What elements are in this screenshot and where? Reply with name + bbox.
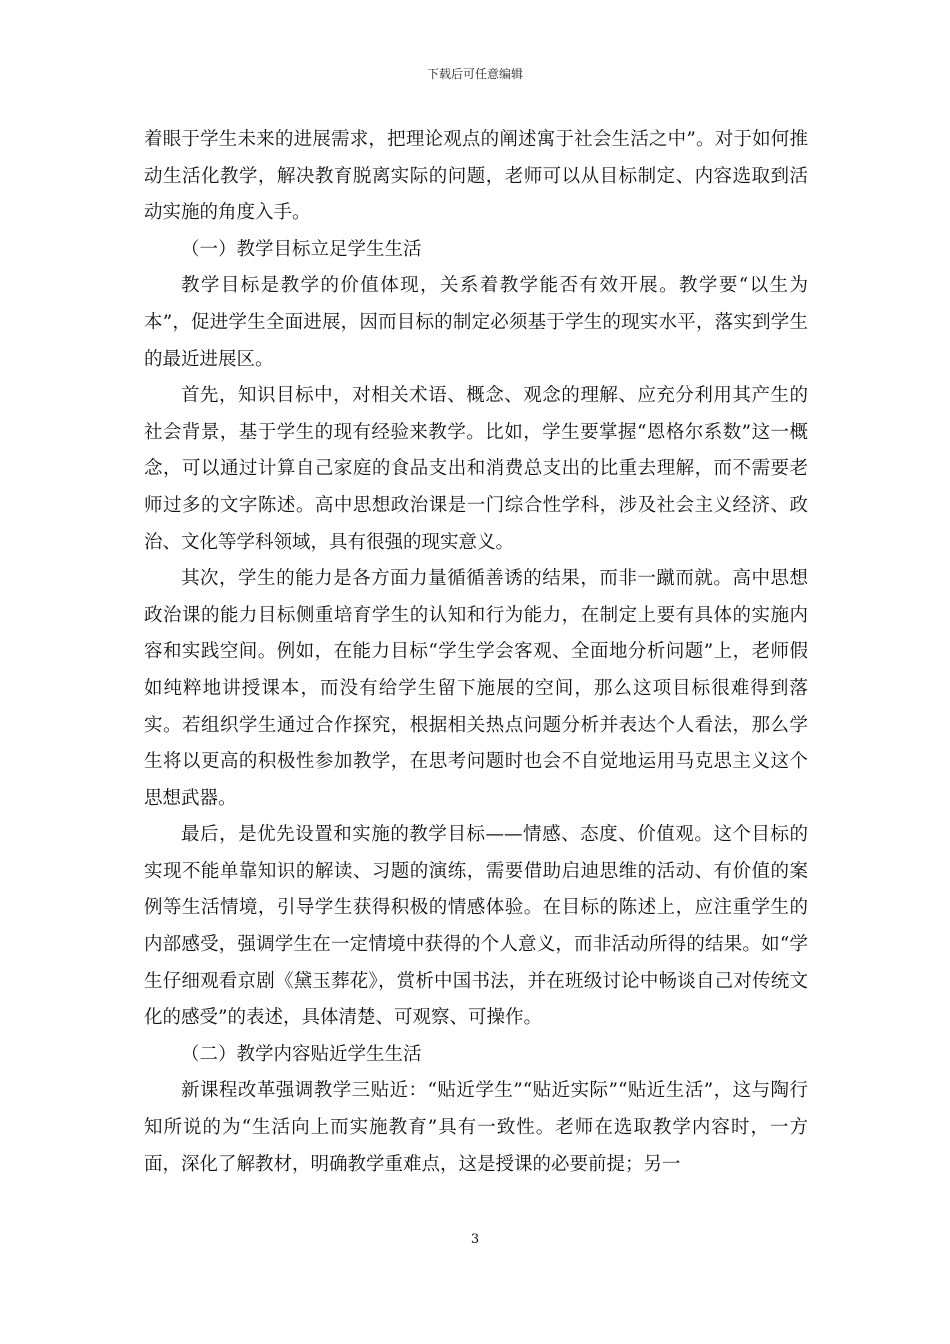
- paragraph: 首先，知识目标中，对相关术语、概念、观念的理解、应充分利用其产生的社会背景，基于学生的现有经验来教学。比如，学生要掌握“恩格尔系数”这一概念，可以通过计算自己家庭的食品支出和消费总支出的比重去理解，而不需要老师过多的文字陈述。高中思想政治课是一门综合性学科，涉及社会主义经济、政治、文化等学科领域，具有很强的现实意义。: [144, 385, 808, 553]
- page-header: 下载后可任意编辑: [426, 67, 523, 81]
- paragraph: 新课程改革强调教学三贴近：“贴近学生”“贴近实际”“贴近生活”，这与陶行知所说的为“生活向上而实施教育”具有一致性。老师在选取教学内容时，一方面，深化了解教材，明确教学重难点，这是授课的必要前提；另一: [144, 1080, 808, 1175]
- document-body: [144, 122, 808, 1183]
- page-number: 3: [470, 1232, 480, 1247]
- paragraph: 其次，学生的能力是各方面力量循循善诱的结果，而非一蹴而就。高中思想政治课的能力目标侧重培育学生的认知和行为能力，在制定上要有具体的实施内容和实践空间。例如，在能力目标“学生学会客观、全面地分析问题”上，老师假如纯粹地讲授课本，而没有给学生留下施展的空间，那么这项目标很难得到落实。若组织学生通过合作探究，根据相关热点问题分析并表达个人看法，那么学生将以更高的积极性参加教学，在思考问题时也会不自觉地运用马克思主义这个思想武器。: [144, 568, 808, 809]
- paragraph: 教学目标是教学的价值体现，关系着教学能否有效开展。教学要“以生为本”，促进学生全面进展，因而目标的制定必须基于学生的现实水平，落实到学生的最近进展区。: [144, 275, 808, 370]
- section-heading: （一）教学目标立足学生生活: [181, 238, 422, 260]
- section-heading: （二）教学内容贴近学生生活: [181, 1043, 422, 1065]
- paragraph: 着眼于学生未来的进展需求，把理论观点的阐述寓于社会生活之中”。对于如何推动生活化教学，解决教育脱离实际的问题，老师可以从目标制定、内容选取到活动实施的角度入手。: [144, 129, 808, 224]
- paragraph: 最后，是优先设置和实施的教学目标——情感、态度、价值观。这个目标的实现不能单靠知识的解读、习题的演练，需要借助启迪思维的活动、有价值的案例等生活情境，引导学生获得积极的情感体验。在目标的陈述上，应注重学生的内部感受，强调学生在一定情境中获得的个人意义，而非活动所得的结果。如“学生仔细观看京剧《黛玉葬花》，赏析中国书法，并在班级讨论中畅谈自己对传统文化的感受”的表述，具体清楚、可观察、可操作。: [144, 824, 808, 1029]
